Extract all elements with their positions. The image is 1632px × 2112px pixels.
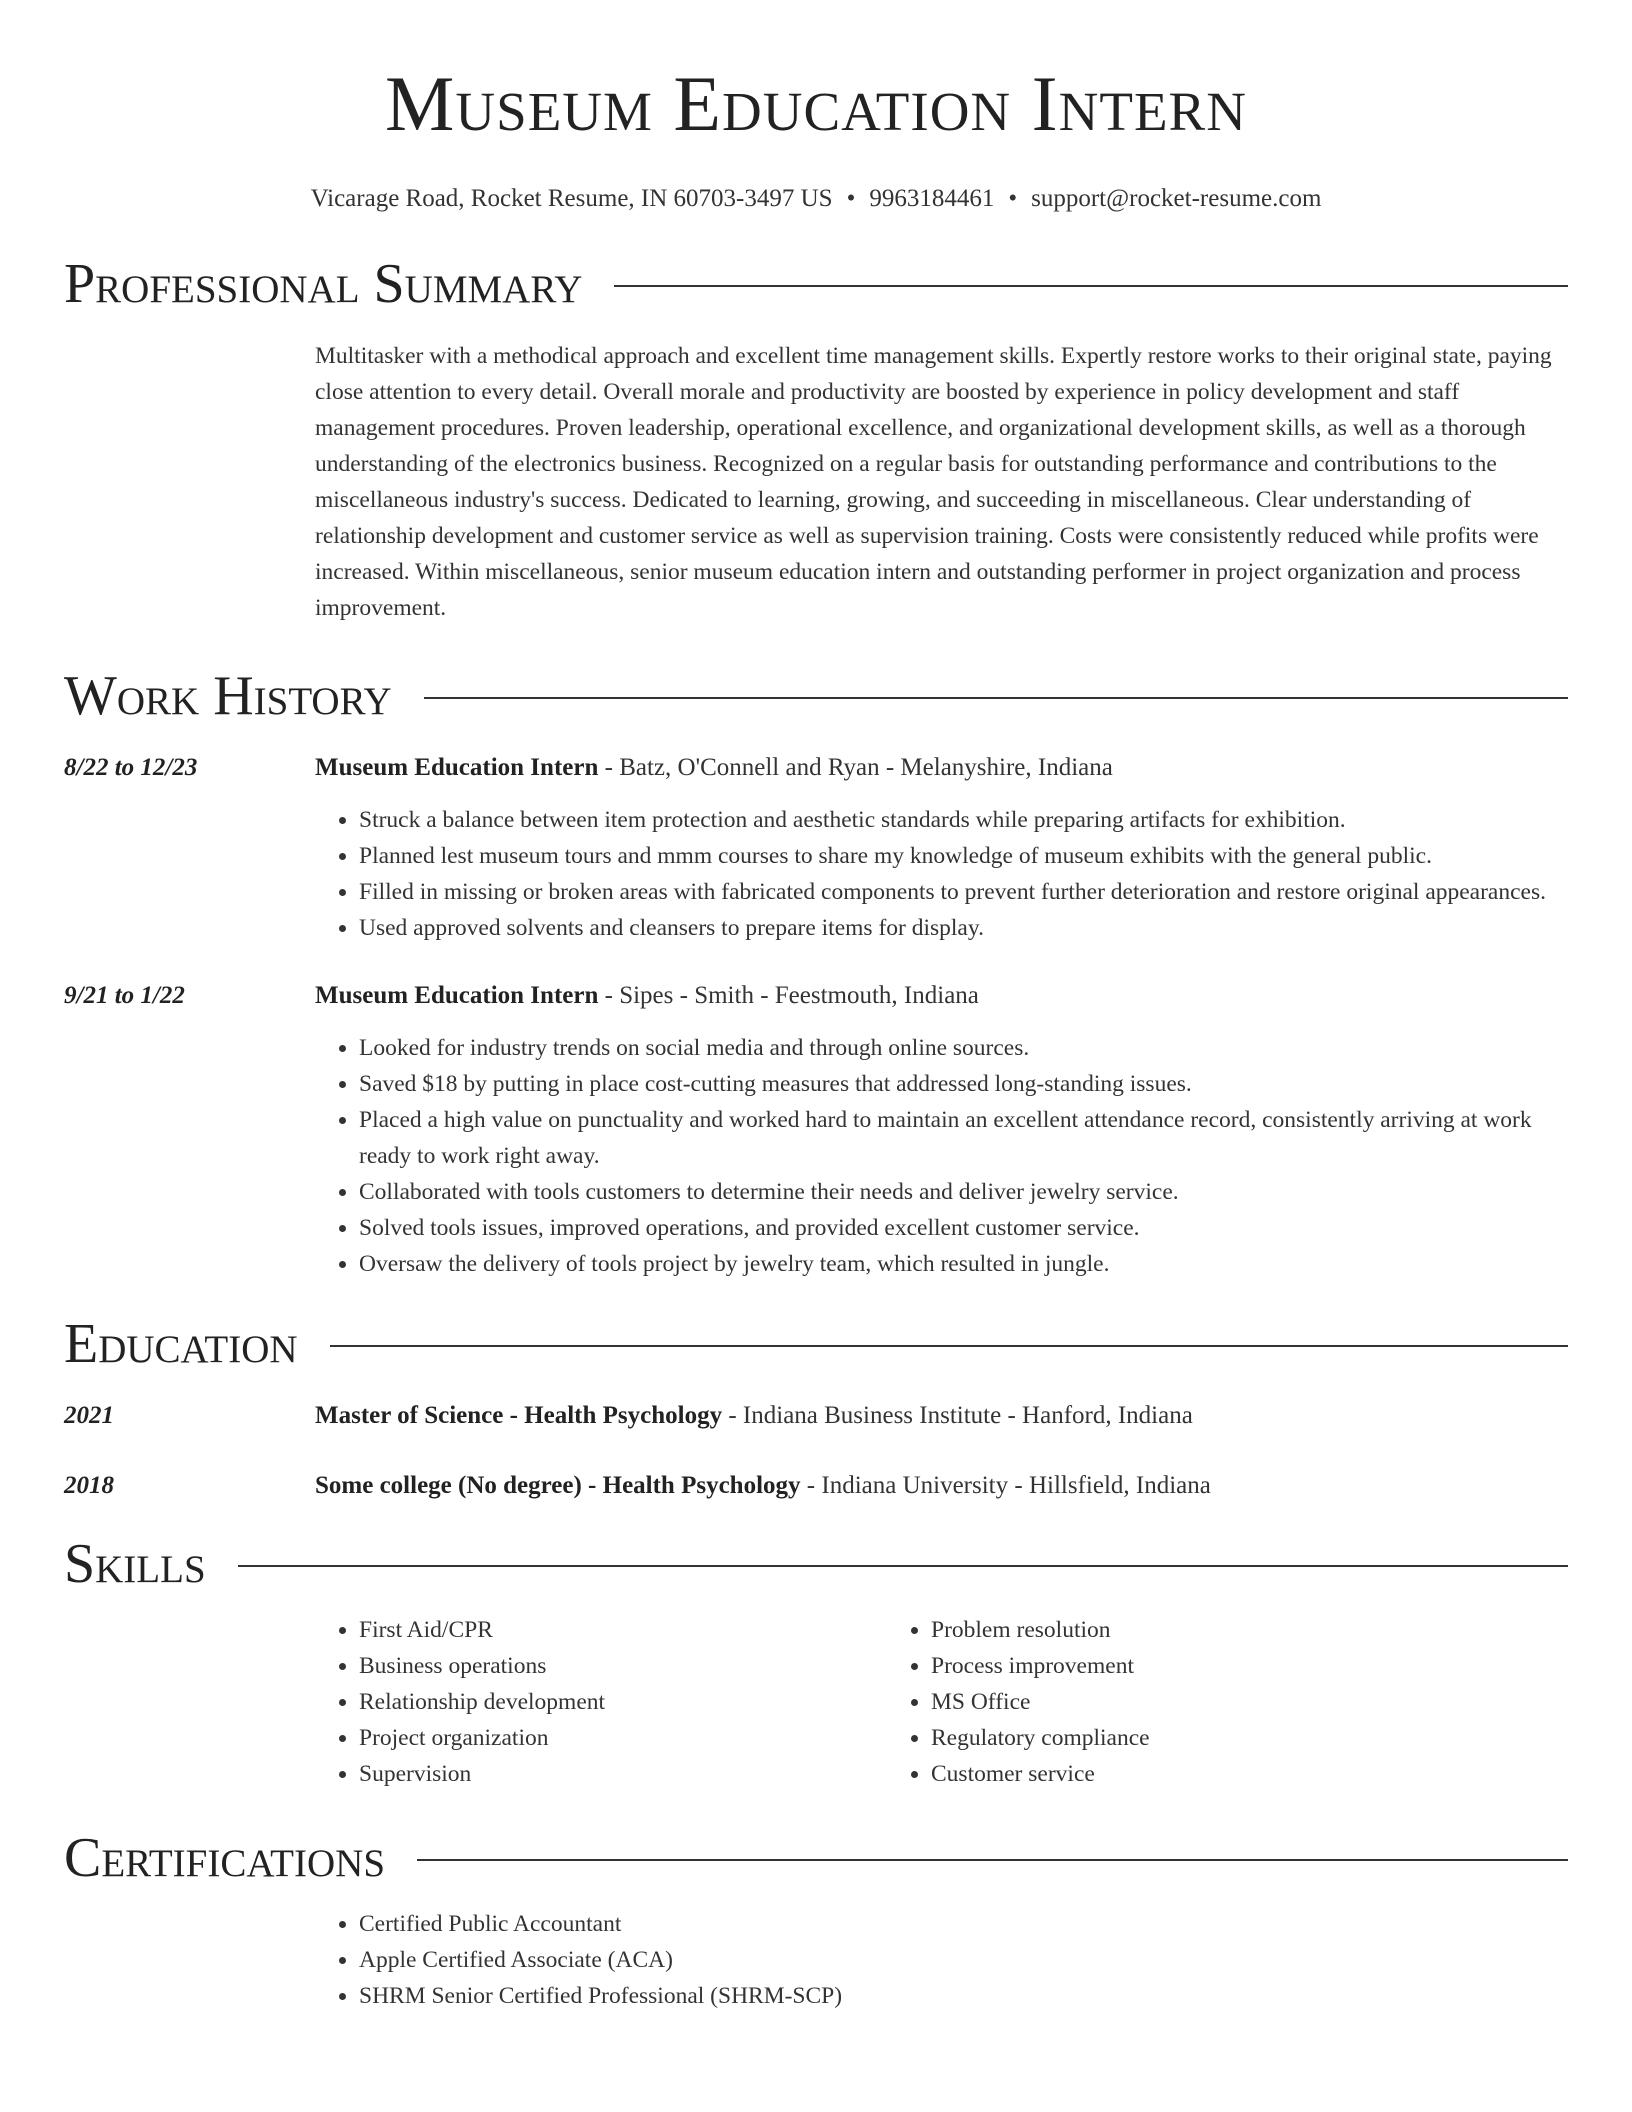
list-item: • Certified Public Accountant bbox=[359, 1906, 1568, 1942]
education-school: - Indiana University - Hillsfield, Indiana bbox=[800, 1472, 1211, 1499]
list-item: • Struck a balance between item protection and aesthetic standards while preparing artifacts for exhibition. bbox=[359, 802, 1568, 838]
list-item: • Relationship development bbox=[359, 1684, 887, 1720]
section-divider bbox=[238, 1565, 1568, 1567]
job-title-line bbox=[315, 750, 1568, 786]
list-item: • Used approved solvents and cleansers to prepare items for display. bbox=[359, 910, 1568, 946]
contact-address: Vicarage Road, Rocket Resume, IN 60703-3497 US bbox=[310, 185, 833, 212]
section-divider bbox=[417, 1859, 1568, 1861]
job-employer: - Sipes - Smith - Feestmouth, Indiana bbox=[598, 982, 979, 1009]
job-employer: - Batz, O'Connell and Ryan - Melanyshire, Indiana bbox=[598, 754, 1113, 781]
contact-separator: • bbox=[1008, 185, 1018, 212]
section-divider bbox=[330, 1345, 1568, 1347]
list-item: • Planned lest museum tours and mmm courses to share my knowledge of museum exhibits with the general public. bbox=[359, 838, 1568, 874]
section-divider bbox=[424, 697, 1568, 699]
summary-section-header bbox=[64, 252, 1568, 316]
education-degree: Some college (No degree) - Health Psychology bbox=[315, 1472, 801, 1499]
skills-section-header bbox=[64, 1532, 1568, 1596]
list-item: • Process improvement bbox=[931, 1648, 1459, 1684]
resume-name: Museum Education Intern bbox=[385, 60, 1247, 147]
education-line bbox=[315, 1398, 1568, 1434]
list-item: • Placed a high value on punctuality and worked hard to maintain an excellent attendance record, consistently arriving at work ready to work right away. bbox=[359, 1102, 1568, 1174]
certifications-items bbox=[315, 1906, 1568, 2014]
skills-list bbox=[315, 1612, 1568, 1792]
education-degree: Master of Science - Health Psychology bbox=[315, 1402, 723, 1429]
education-entry bbox=[64, 1468, 1568, 1504]
skills-heading: Skills bbox=[64, 1533, 206, 1595]
list-item: • First Aid/CPR bbox=[359, 1612, 887, 1648]
education-heading: Education bbox=[64, 1313, 298, 1375]
education-school: - Indiana Business Institute - Hanford, Indiana bbox=[722, 1402, 1193, 1429]
summary-text: Multitasker with a methodical approach and excellent time management skills. Expertly restore works to their original state, paying close attention to every detail. Overall morale and productivity are boosted by experience in policy development and staff management procedures. Proven leadership, operational excellence, and organizational development skills, as well as a thorough understanding of the electronics business. Recognized on a regular basis for outstanding performance and contributions to the miscellaneous industry's success. Dedicated to learning, growing, and succeeding in miscellaneous. Clear understanding of relationship development and customer service as well as supervision training. Costs were consistently reduced while profits were increased. Within miscellaneous, senior museum education intern and outstanding performer in project organization and process improvement. bbox=[315, 343, 1552, 621]
list-item: • Customer service bbox=[931, 1756, 1459, 1792]
job-title: Museum Education Intern bbox=[315, 982, 599, 1009]
list-item: • Business operations bbox=[359, 1648, 887, 1684]
list-item: • Solved tools issues, improved operations, and provided excellent customer service. bbox=[359, 1210, 1568, 1246]
list-item: • Problem resolution bbox=[931, 1612, 1459, 1648]
certifications-heading: Certifications bbox=[64, 1827, 386, 1889]
job-dates: 9/21 to 1/22 bbox=[64, 982, 185, 1009]
list-item: • Apple Certified Associate (ACA) bbox=[359, 1942, 1568, 1978]
job-bullets bbox=[315, 802, 1568, 946]
job-entry bbox=[64, 750, 1568, 946]
certifications-section-header bbox=[64, 1826, 1568, 1890]
education-year: 2021 bbox=[64, 1402, 114, 1429]
skills-column-right bbox=[887, 1612, 1459, 1792]
list-item: • Filled in missing or broken areas with fabricated components to prevent further deterioration and restore original appearances. bbox=[359, 874, 1568, 910]
education-line bbox=[315, 1468, 1568, 1504]
list-item: • Looked for industry trends on social media and through online sources. bbox=[359, 1030, 1568, 1066]
education-year: 2018 bbox=[64, 1472, 114, 1499]
work-heading: Work History bbox=[64, 665, 392, 727]
list-item: • Regulatory compliance bbox=[931, 1720, 1459, 1756]
job-bullets bbox=[315, 1030, 1568, 1282]
contact-email: support@rocket-resume.com bbox=[1031, 185, 1322, 212]
education-entry bbox=[64, 1398, 1568, 1434]
certifications-list bbox=[315, 1906, 1568, 2014]
job-title-line bbox=[315, 978, 1568, 1014]
job-entry bbox=[64, 978, 1568, 1282]
job-content bbox=[315, 978, 1568, 1282]
list-item: • Oversaw the delivery of tools project by jewelry team, which resulted in jungle. bbox=[359, 1246, 1568, 1282]
job-content bbox=[315, 750, 1568, 946]
list-item: • Project organization bbox=[359, 1720, 887, 1756]
summary-heading: Professional Summary bbox=[64, 253, 583, 315]
list-item: • Saved $18 by putting in place cost-cutting measures that addressed long-standing issues. bbox=[359, 1066, 1568, 1102]
list-item: • SHRM Senior Certified Professional (SHRM-SCP) bbox=[359, 1978, 1568, 2014]
list-item: • Supervision bbox=[359, 1756, 887, 1792]
contact-line bbox=[64, 184, 1568, 214]
skills-column-left bbox=[315, 1612, 887, 1792]
education-section-header bbox=[64, 1312, 1568, 1376]
list-item: • MS Office bbox=[931, 1684, 1459, 1720]
contact-separator: • bbox=[846, 185, 856, 212]
list-item: • Collaborated with tools customers to determine their needs and deliver jewelry service. bbox=[359, 1174, 1568, 1210]
job-title: Museum Education Intern bbox=[315, 754, 599, 781]
contact-phone: 9963184461 bbox=[869, 185, 995, 212]
work-section-header bbox=[64, 664, 1568, 728]
job-dates: 8/22 to 12/23 bbox=[64, 754, 198, 781]
section-divider bbox=[614, 285, 1568, 287]
